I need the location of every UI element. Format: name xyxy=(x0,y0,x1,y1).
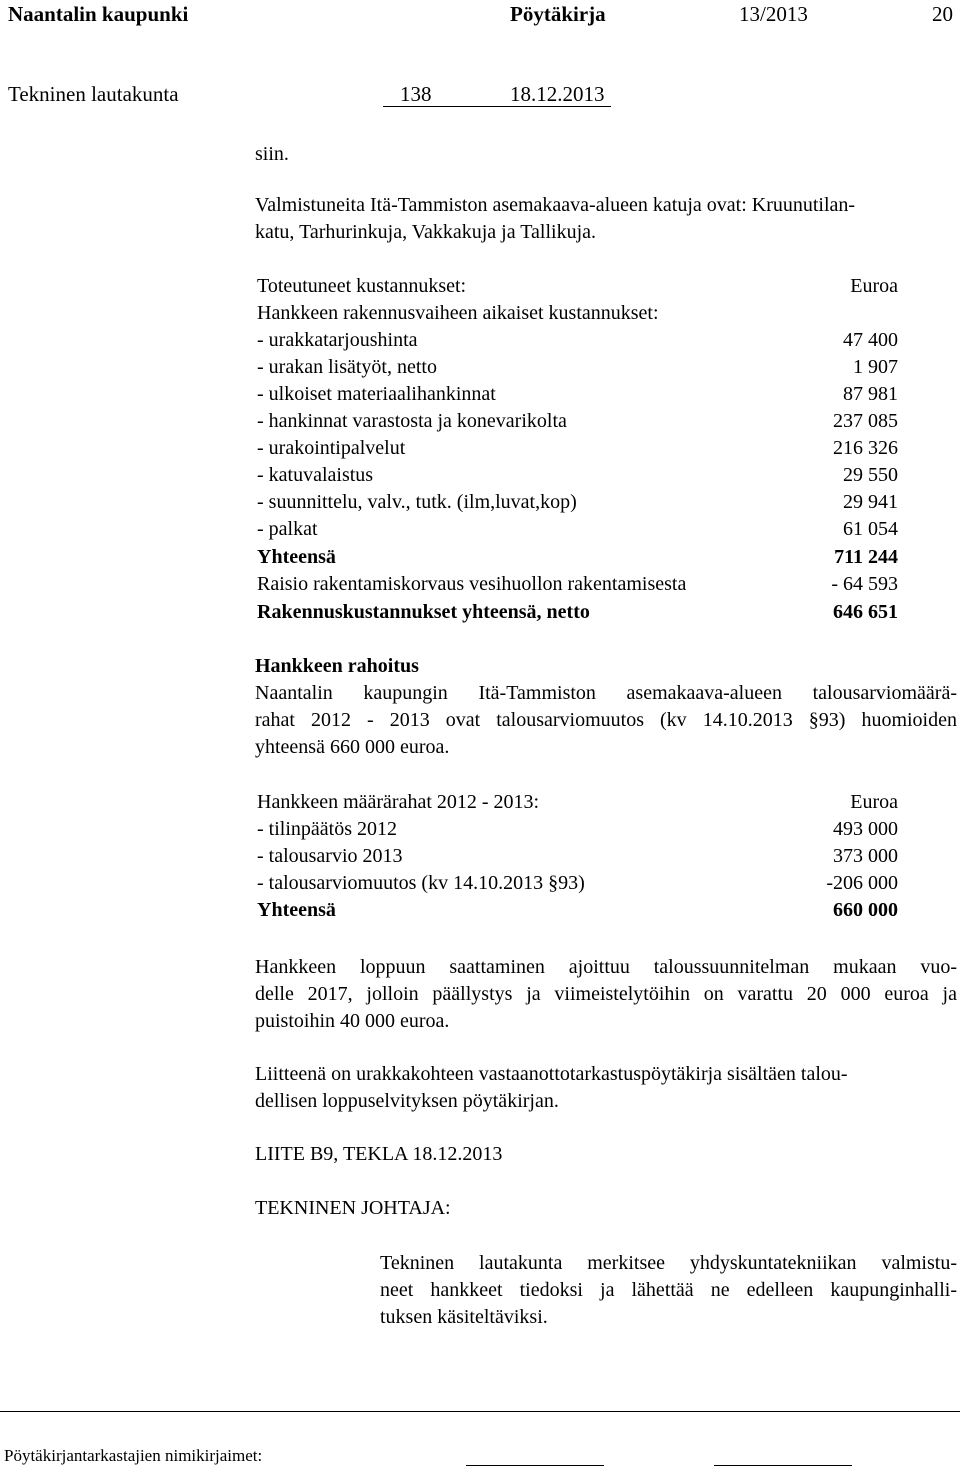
document-type: Pöytäkirja xyxy=(510,2,606,26)
header-underline xyxy=(383,106,611,107)
costs-total-row xyxy=(257,545,898,572)
compensation-label: Raisio rakentamiskorvaus vesihuollon rakentamisesta xyxy=(257,573,687,595)
cost-item-label: - urakan lisätyöt, netto xyxy=(257,356,437,378)
costs-subtitle: Hankkeen rakennusvaiheen aikaiset kustannukset: xyxy=(257,302,659,324)
cost-item-value: 29 941 xyxy=(843,491,898,513)
compensation-row xyxy=(257,572,898,599)
proposal-line-1: Tekninen lautakunta merkitsee yhdyskuntatekniikan valmistu- xyxy=(380,1252,957,1274)
streets-line-1: Valmistuneita Itä-Tammiston asemakaava-alueen katuja ovat: Kruunutilan- xyxy=(255,194,856,216)
completion-paragraph xyxy=(255,954,957,1035)
cost-item-value: 87 981 xyxy=(843,383,898,405)
attachment-line-1: Liitteenä on urakkakohteen vastaanottotarkastuspöytäkirja sisältäen talou- xyxy=(255,1063,848,1085)
board-name: Tekninen lautakunta xyxy=(8,82,179,106)
funding-line-3: yhteensä 660 000 euroa. xyxy=(255,736,450,758)
table-row xyxy=(257,517,898,544)
net-total-row xyxy=(257,600,898,627)
cost-item-value: 61 054 xyxy=(843,518,898,540)
funding-paragraph xyxy=(255,680,957,761)
appropriation-item-label: - talousarvio 2013 xyxy=(257,845,403,867)
appropriation-item-value: 493 000 xyxy=(833,818,898,840)
signature-line xyxy=(714,1465,852,1466)
table-row xyxy=(257,490,898,517)
table-row xyxy=(257,409,898,436)
continuation-text: siin. xyxy=(255,143,289,165)
costs-total-label: Yhteensä xyxy=(257,546,336,568)
costs-header-row xyxy=(257,274,898,301)
signatures-label: Pöytäkirjantarkastajien nimikirjaimet: xyxy=(4,1446,263,1465)
meeting-date: 18.12.2013 xyxy=(510,82,605,106)
proposal-line-3: tuksen käsiteltäviksi. xyxy=(380,1306,548,1328)
table-row xyxy=(257,328,898,355)
attachment-reference: LIITE B9, TEKLA 18.12.2013 xyxy=(255,1143,503,1165)
section-number: 138 xyxy=(400,82,432,106)
cost-item-label: - urakkatarjoushinta xyxy=(257,329,418,351)
cost-item-value: 1 907 xyxy=(853,356,898,378)
proposal-paragraph xyxy=(380,1250,957,1331)
costs-subtitle-row xyxy=(257,301,898,328)
appropriation-item-label: - tilinpäätös 2012 xyxy=(257,818,397,840)
net-total-label: Rakennuskustannukset yhteensä, netto xyxy=(257,601,590,623)
appropriations-title: Hankkeen määrärahat 2012 - 2013: xyxy=(257,791,540,813)
attachment-paragraph xyxy=(255,1061,957,1115)
streets-line-2: katu, Tarhurinkuja, Vakkakuja ja Tallikuja. xyxy=(255,221,597,243)
completion-line-1: Hankkeen loppuun saattaminen ajoittuu taloussuunnitelman mukaan vuo- xyxy=(255,956,957,978)
cost-item-value: 237 085 xyxy=(833,410,898,432)
footer-divider xyxy=(0,1411,960,1412)
page-number: 20 xyxy=(932,2,953,26)
table-row xyxy=(257,463,898,490)
appropriation-item-label: - talousarviomuutos (kv 14.10.2013 §93) xyxy=(257,872,585,894)
appropriations-total-value: 660 000 xyxy=(833,899,898,921)
cost-item-label: - hankinnat varastosta ja konevarikolta xyxy=(257,410,567,432)
table-row xyxy=(257,355,898,382)
cost-item-label: - katuvalaistus xyxy=(257,464,374,486)
document-number: 13/2013 xyxy=(739,2,808,26)
appropriation-item-value: 373 000 xyxy=(833,845,898,867)
cost-item-value: 29 550 xyxy=(843,464,898,486)
signature-line xyxy=(466,1465,604,1466)
proposal-line-2: neet hankkeet tiedoksi ja lähettää ne edelleen kaupunginhalli- xyxy=(380,1279,957,1301)
table-row xyxy=(257,436,898,463)
table-row xyxy=(257,817,898,844)
completion-line-3: puistoihin 40 000 euroa. xyxy=(255,1010,450,1032)
table-row xyxy=(257,871,898,898)
municipality-name: Naantalin kaupunki xyxy=(8,2,189,26)
completion-line-2: delle 2017, jolloin päällystys ja viimeistelytöihin on varattu 20 000 euroa ja xyxy=(255,983,957,1005)
attachment-line-2: dellisen loppuselvityksen pöytäkirjan. xyxy=(255,1090,559,1112)
funding-line-2: rahat 2012 - 2013 ovat talousarviomuutos (kv 14.10.2013 §93) huomioiden xyxy=(255,709,957,731)
cost-item-label: - suunnittelu, valv., tutk. (ilm,luvat,kop) xyxy=(257,491,577,513)
appropriations-total-label: Yhteensä xyxy=(257,899,336,921)
appropriations-total-row xyxy=(257,898,898,925)
funding-heading: Hankkeen rahoitus xyxy=(255,655,419,677)
costs-total-value: 711 244 xyxy=(834,546,898,568)
appropriation-item-value: -206 000 xyxy=(826,872,898,894)
proposer-label: TEKNINEN JOHTAJA: xyxy=(255,1197,451,1219)
table-row xyxy=(257,844,898,871)
costs-title: Toteutuneet kustannukset: xyxy=(257,275,467,297)
cost-item-label: - urakointipalvelut xyxy=(257,437,406,459)
compensation-value: - 64 593 xyxy=(831,573,898,595)
appropriations-currency: Euroa xyxy=(850,791,898,813)
cost-item-label: - ulkoiset materiaalihankinnat xyxy=(257,383,496,405)
table-row xyxy=(257,382,898,409)
cost-item-label: - palkat xyxy=(257,518,318,540)
costs-currency: Euroa xyxy=(850,275,898,297)
appropriations-header-row xyxy=(257,790,898,817)
cost-item-value: 47 400 xyxy=(843,329,898,351)
cost-item-value: 216 326 xyxy=(833,437,898,459)
funding-line-1: Naantalin kaupungin Itä-Tammiston asemakaava-alueen talousarviomäärä- xyxy=(255,682,957,704)
net-total-value: 646 651 xyxy=(833,601,898,623)
streets-paragraph xyxy=(255,192,947,246)
